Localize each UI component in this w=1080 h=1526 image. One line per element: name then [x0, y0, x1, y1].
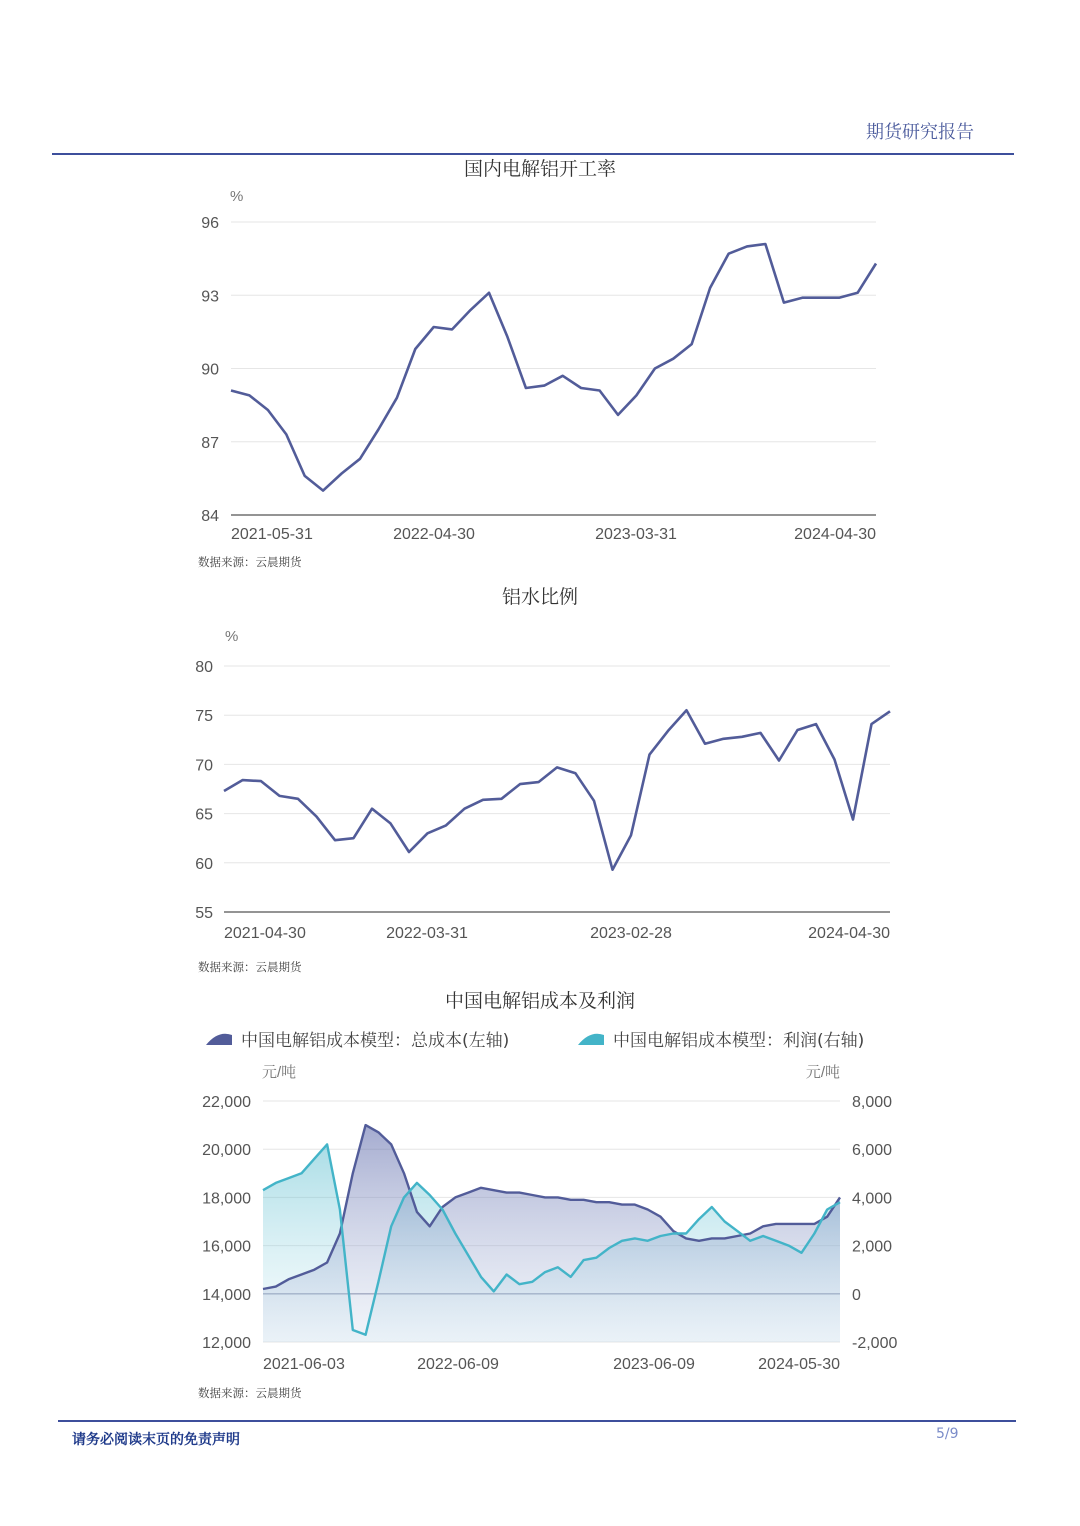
y-tick-label: 70	[195, 757, 213, 775]
series-line	[231, 244, 876, 491]
chart3-title: 中国电解铝成本及利润	[444, 990, 636, 1012]
chart3-legend-item-cost[interactable]	[206, 1031, 509, 1051]
x-tick-label: 2021-05-31	[231, 526, 313, 543]
chart2-y-unit: %	[225, 628, 239, 645]
legend-profit-swatch	[578, 1034, 604, 1045]
x-tick-label: 2021-04-30	[224, 925, 306, 942]
x-tick-label: 2022-06-09	[417, 1356, 499, 1373]
chart2-title: 铝水比例	[501, 586, 579, 608]
y2-tick-label: -2,000	[852, 1335, 898, 1352]
y-tick-label: 55	[195, 905, 213, 922]
legend-profit-label: 中国电解铝成本模型：利润(右轴)	[613, 1031, 865, 1051]
x-tick-label: 2024-04-30	[808, 925, 890, 942]
chart1-grid	[231, 222, 876, 515]
x-tick-label: 2023-02-28	[590, 925, 672, 942]
series-line	[224, 710, 890, 869]
chart2-x-ticks	[224, 925, 890, 942]
x-tick-label: 2022-03-31	[386, 925, 468, 942]
footer-divider	[58, 1420, 1016, 1422]
x-tick-label: 2023-03-31	[595, 526, 677, 543]
y-tick-label: 96	[201, 215, 219, 232]
chart2-series	[224, 710, 890, 869]
y-tick-label: 65	[195, 806, 213, 824]
y-tick-label: 22,000	[202, 1094, 251, 1111]
y-tick-label: 75	[195, 708, 213, 726]
legend-cost-swatch	[206, 1034, 232, 1045]
chart1-title: 国内电解铝开工率	[463, 158, 617, 180]
chart3-y-ticks-left	[202, 1094, 251, 1352]
x-tick-label: 2022-04-30	[393, 526, 475, 543]
report-header-label: 期货研究报告	[866, 122, 974, 143]
chart1-x-ticks	[231, 526, 876, 543]
y2-tick-label: 8,000	[852, 1094, 893, 1111]
x-tick-label: 2024-05-30	[758, 1356, 840, 1373]
chart1-source-note: 数据来源：云晨期货	[198, 555, 302, 569]
y-tick-label: 90	[201, 361, 219, 379]
chart2-y-ticks	[195, 659, 213, 922]
chart1-series	[231, 244, 876, 491]
chart1-y-unit: %	[230, 188, 244, 205]
chart2-grid	[224, 666, 890, 912]
y-tick-label: 60	[195, 855, 213, 873]
y-tick-label: 16,000	[202, 1238, 251, 1256]
y-tick-label: 84	[201, 508, 219, 525]
y-tick-label: 93	[201, 288, 219, 306]
y-tick-label: 80	[195, 659, 213, 676]
chart3-y-unit-right: 元/吨	[805, 1064, 840, 1081]
y-tick-label: 20,000	[202, 1142, 251, 1160]
y-tick-label: 12,000	[202, 1335, 251, 1352]
chart2-source-note: 数据来源：云晨期货	[198, 960, 302, 974]
y2-tick-label: 6,000	[852, 1142, 893, 1160]
chart3-source-note: 数据来源：云晨期货	[198, 1386, 302, 1400]
chart3-y-ticks-right	[852, 1094, 897, 1352]
chart3-legend-item-profit[interactable]	[578, 1031, 864, 1051]
y2-tick-label: 2,000	[852, 1238, 893, 1256]
y-tick-label: 18,000	[202, 1190, 251, 1208]
y2-tick-label: 0	[852, 1286, 861, 1304]
legend-cost-label: 中国电解铝成本模型：总成本(左轴)	[241, 1031, 510, 1051]
footer-disclaimer: 请务必阅读末页的免责声明	[72, 1432, 240, 1448]
x-tick-label: 2021-06-03	[263, 1356, 345, 1373]
y2-tick-label: 4,000	[852, 1190, 893, 1208]
x-tick-label: 2023-06-09	[613, 1356, 695, 1373]
chart3-y-unit-left: 元/吨	[262, 1064, 297, 1081]
chart1-y-ticks	[201, 215, 219, 525]
chart3-series	[263, 1125, 840, 1342]
y-tick-label: 14,000	[202, 1286, 251, 1304]
x-tick-label: 2024-04-30	[794, 526, 876, 543]
y-tick-label: 87	[201, 434, 219, 452]
chart3-x-ticks	[263, 1356, 840, 1373]
page-number: 5/9	[936, 1426, 959, 1442]
